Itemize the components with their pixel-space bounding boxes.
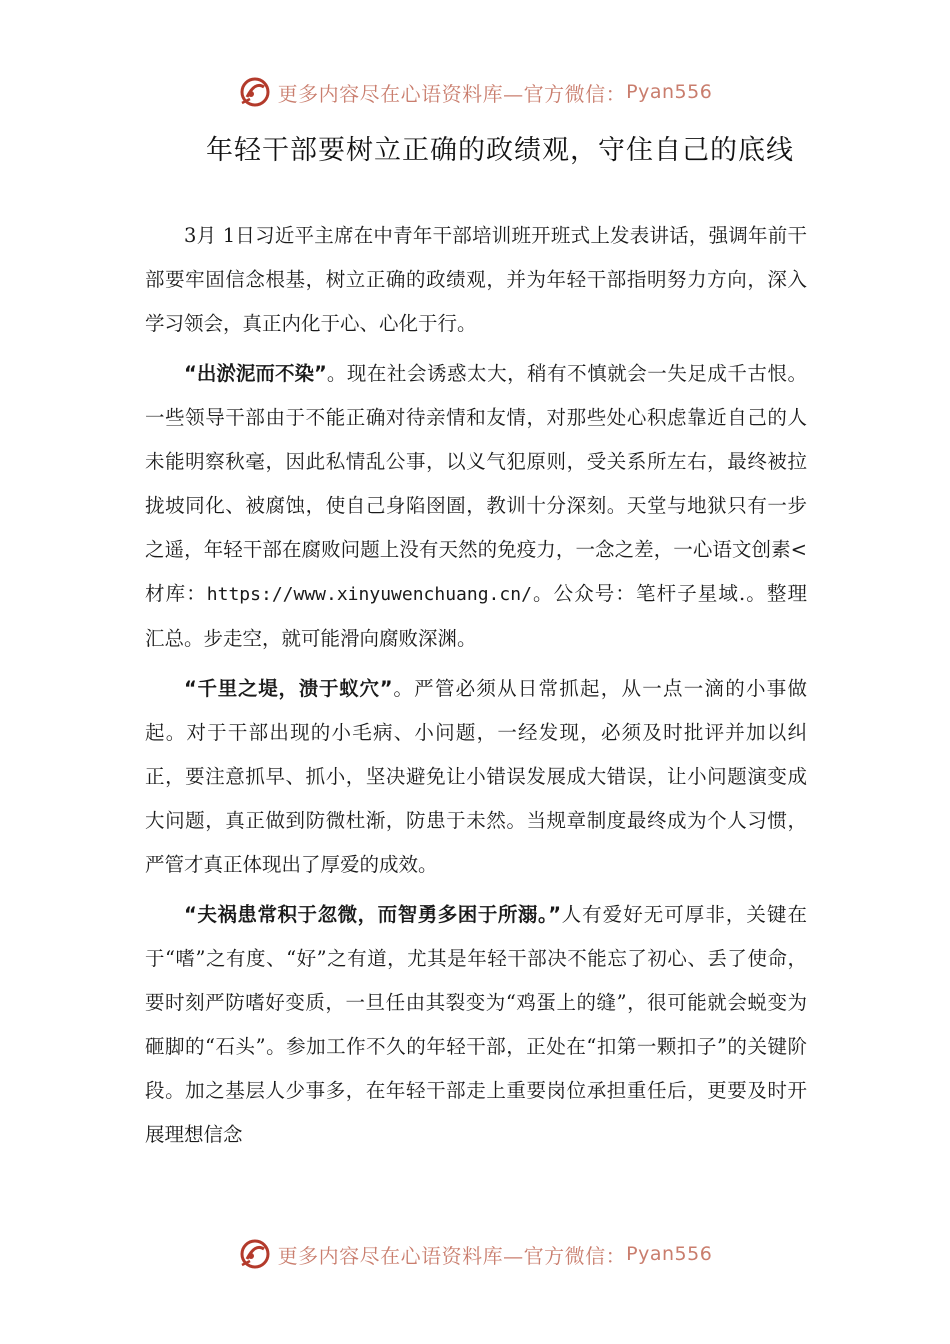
paragraph-2	[145, 667, 807, 887]
paragraph-text: 。严管必须从日常抓起，从一点一滴的小事做起。对于干部出现的小毛病、小问题，一经发现，必须及时批评并加以纠正，要注意抓早、抓小，坚决避免让小错误发展成大错误，让小问题演变成大问题，真正做到防微杜渐，防患于未然。当规章制度最终成为个人习惯，严管才真正体现出了厚爱的成效。	[145, 677, 807, 876]
watermark-text: 更多内容尽在心语资料库—官方微信：	[277, 81, 627, 106]
footer-watermark	[0, 1234, 950, 1274]
paragraph-lead: “出淤泥而不染”	[184, 362, 327, 385]
paragraph-3	[145, 893, 807, 1157]
watermark-wechat-id: Pyan556	[626, 81, 713, 103]
paragraph-lead: “夫祸患常积于忽微，而智勇多困于所溺。”	[184, 903, 561, 926]
website-url: https://www.xinyuwenchuang.cn/	[206, 584, 532, 605]
paragraph-text-continued: 。公众号：笔杆子星域.。整理汇总。步走空，就可能滑向腐败深渊。	[145, 582, 807, 650]
watermark-wechat-id: Pyan556	[626, 1243, 713, 1265]
paragraph-lead: “千里之堤，溃于蚁穴”	[184, 677, 393, 700]
paragraph-intro	[145, 214, 807, 346]
document-body	[145, 214, 807, 1163]
paragraph-1	[145, 352, 807, 661]
brand-logo-icon	[238, 75, 272, 109]
document-title: 年轻干部要树立正确的政绩观，守住自己的底线	[206, 135, 794, 166]
watermark-text: 更多内容尽在心语资料库—官方微信：	[277, 1243, 627, 1268]
header-watermark	[0, 72, 950, 112]
paragraph-text: 。现在社会诱惑太大，稍有不慎就会一失足成千古恨。一些领导干部由于不能正确对待亲情和友情，对那些处心积虑靠近自己的人未能明察秋毫，因此私情乱公事，以义气犯原则，受关系所左右，最终被拉拢坡同化、被腐蚀，使自己身陷囹圄，教训十分深刻。天堂与地狱只有一步之遥，年轻干部在腐败问题上没有天然的免疫力，一念之差，一心语文创素<材库：	[145, 362, 807, 605]
brand-logo-icon	[238, 1237, 272, 1271]
paragraph-text: 人有爱好无可厚非，关键在于“嗜”之有度、“好”之有道，尤其是年轻干部决不能忘了初心、丢了使命，要时刻严防嗜好变质，一旦任由其裂变为“鸡蛋上的缝”，很可能就会蜕变为砸脚的“石头”。参加工作不久的年轻干部，正处在“扣第一颗扣子”的关键阶段。加之基层人少事多，在年轻干部走上重要岗位承担重任后，更要及时开展理想信念	[145, 903, 807, 1146]
paragraph-text: 3月 1日习近平主席在中青年干部培训班开班式上发表讲话，强调年前干部要牢固信念根基，树立正确的政绩观，并为年轻干部指明努力方向，深入学习领会，真正内化于心、心化于行。	[145, 224, 807, 335]
